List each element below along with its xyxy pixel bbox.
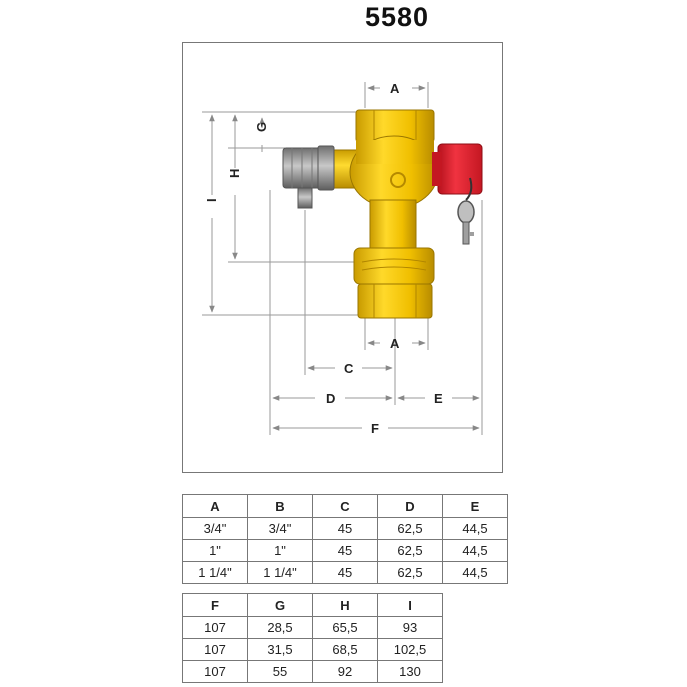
dim-label-a-top: A xyxy=(390,81,400,96)
dimension-table-a-e xyxy=(182,494,508,584)
table-cell: 107 xyxy=(183,617,248,639)
table-cell: 1 1/4" xyxy=(183,562,248,584)
dim-label-a-bottom: A xyxy=(390,336,400,351)
table-cell: 31,5 xyxy=(248,639,313,661)
dim-label-e: E xyxy=(434,391,443,406)
table-cell: 68,5 xyxy=(313,639,378,661)
dim-label-c: C xyxy=(344,361,354,376)
col-header-h: H xyxy=(313,594,378,617)
product-code-title: 5580 xyxy=(365,2,430,32)
table-row xyxy=(183,518,508,540)
table-cell: 93 xyxy=(378,617,443,639)
col-header-b: B xyxy=(248,495,313,518)
table-cell: 3/4" xyxy=(183,518,248,540)
table-cell: 44,5 xyxy=(443,540,508,562)
table-cell: 62,5 xyxy=(378,518,443,540)
table-cell: 107 xyxy=(183,661,248,683)
table-cell: 92 xyxy=(313,661,378,683)
table-cell: 107 xyxy=(183,639,248,661)
table-cell: 102,5 xyxy=(378,639,443,661)
col-header-d: D xyxy=(378,495,443,518)
dimension-table-f-i xyxy=(182,593,443,683)
table-cell: 44,5 xyxy=(443,518,508,540)
dim-label-h: H xyxy=(227,168,242,178)
table-cell: 45 xyxy=(313,562,378,584)
table-row xyxy=(183,540,508,562)
table-cell: 28,5 xyxy=(248,617,313,639)
col-header-e: E xyxy=(443,495,508,518)
table-row xyxy=(183,639,443,661)
col-header-g: G xyxy=(248,594,313,617)
table-cell: 130 xyxy=(378,661,443,683)
table-header-row xyxy=(183,495,508,518)
dim-label-g: G xyxy=(254,121,269,132)
dim-label-f: F xyxy=(371,421,379,436)
table-cell: 1 1/4" xyxy=(248,562,313,584)
table-header-row xyxy=(183,594,443,617)
dim-label-d: D xyxy=(326,391,336,406)
table-cell: 1" xyxy=(183,540,248,562)
col-header-c: C xyxy=(313,495,378,518)
table-row xyxy=(183,562,508,584)
col-header-f: F xyxy=(183,594,248,617)
drawing-frame xyxy=(183,43,503,473)
table-row xyxy=(183,617,443,639)
table-row xyxy=(183,661,443,683)
col-header-a: A xyxy=(183,495,248,518)
table-cell: 45 xyxy=(313,518,378,540)
table-cell: 55 xyxy=(248,661,313,683)
table-cell: 62,5 xyxy=(378,562,443,584)
table-cell: 3/4" xyxy=(248,518,313,540)
table-cell: 62,5 xyxy=(378,540,443,562)
dim-label-i: I xyxy=(204,198,219,202)
table-cell: 1" xyxy=(248,540,313,562)
table-cell: 45 xyxy=(313,540,378,562)
col-header-i: I xyxy=(378,594,443,617)
table-cell: 65,5 xyxy=(313,617,378,639)
table-cell: 44,5 xyxy=(443,562,508,584)
red-cap xyxy=(432,144,482,194)
